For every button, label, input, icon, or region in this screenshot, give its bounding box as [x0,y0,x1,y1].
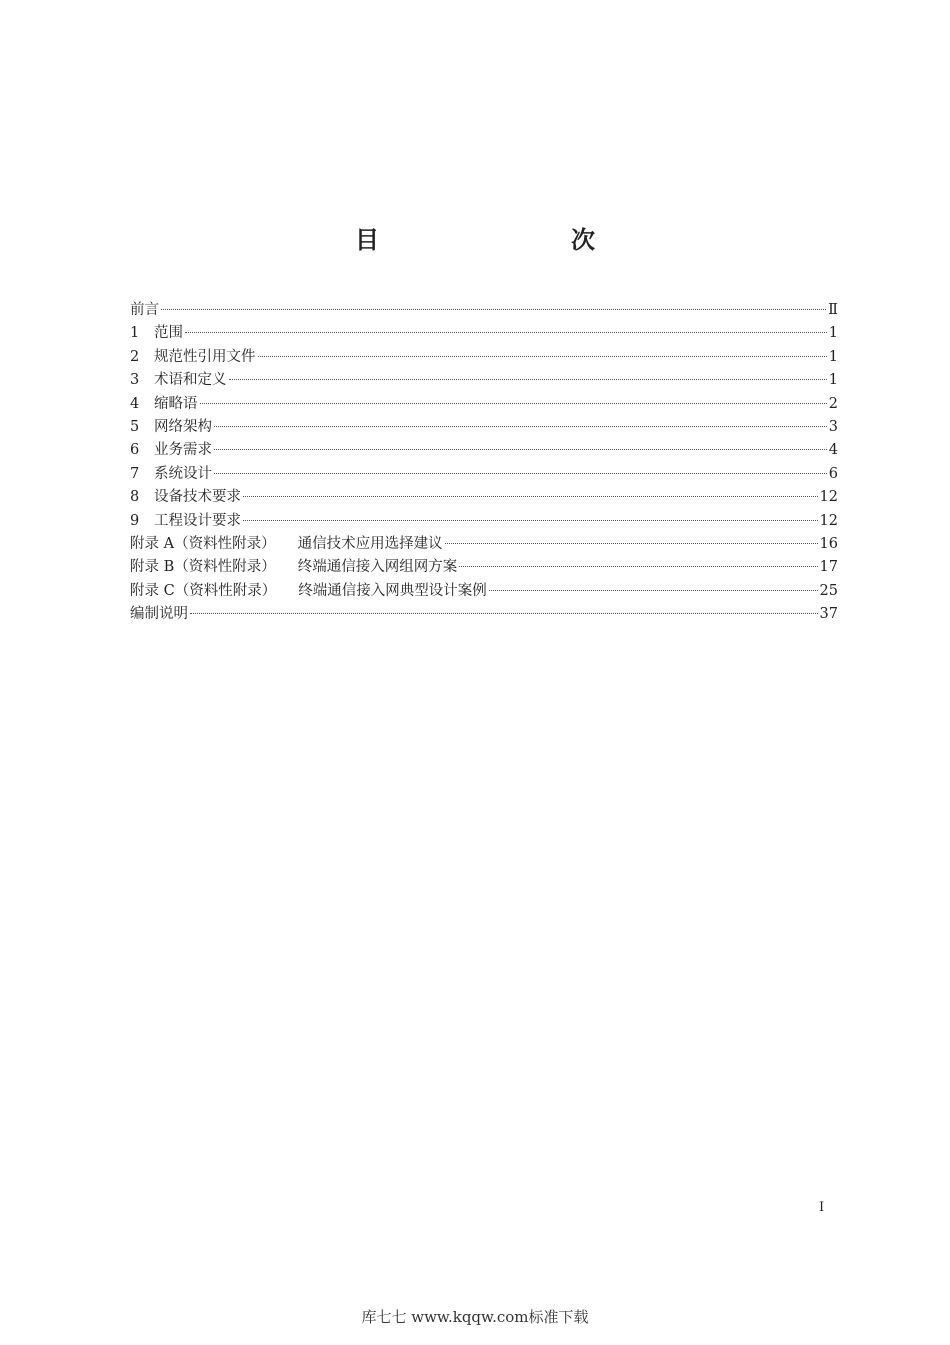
toc-entry-number: 5 [130,418,140,435]
toc-entry-appendix-a[interactable] [130,533,838,556]
toc-entry-page: 37 [819,606,838,623]
toc-entry-page: 1 [828,348,838,365]
toc-entry-compilation-notes[interactable] [130,603,838,626]
toc-entry-label: 附录 B（资料性附录） [130,559,276,576]
toc-entry-page: 1 [828,325,838,342]
toc-entry-label: 系统设计 [154,465,212,482]
toc-entry-label: 设备技术要求 [154,489,241,506]
dot-leader [489,590,818,591]
table-of-contents [130,299,838,626]
toc-entry-label: 网络架构 [154,418,212,435]
toc-entry-8[interactable] [130,486,838,509]
toc-entry-page: 16 [819,535,838,552]
dot-leader [243,520,818,521]
toc-entry-label: 缩略语 [154,395,198,412]
toc-entry-label: 术语和定义 [154,372,227,389]
toc-entry-4[interactable] [130,393,838,416]
dot-leader [214,449,827,450]
toc-entry-number: 4 [130,395,140,412]
toc-entry-page: Ⅱ [828,302,838,318]
dot-leader [214,473,827,474]
toc-entry-7[interactable] [130,463,838,486]
toc-entry-page: 1 [828,372,838,389]
toc-entry-preface[interactable] [130,299,838,322]
toc-entry-label: 前言 [130,302,159,318]
toc-entry-subtitle: 终端通信接入网组网方案 [297,559,458,576]
toc-entry-page: 2 [828,395,838,412]
dot-leader [229,379,827,380]
toc-entry-5[interactable] [130,416,838,439]
dot-leader [243,496,818,497]
dot-leader [190,613,818,614]
toc-entry-3[interactable] [130,369,838,392]
toc-entry-label: 规范性引用文件 [154,348,256,365]
dot-leader [185,332,827,333]
toc-entry-page: 4 [828,442,838,459]
toc-entry-label: 范围 [154,325,183,342]
toc-entry-2[interactable] [130,346,838,369]
toc-entry-9[interactable] [130,510,838,533]
dot-leader [445,543,818,544]
toc-entry-label: 附录 C（资料性附录） [130,582,277,599]
toc-entry-appendix-b[interactable] [130,556,838,579]
toc-entry-page: 6 [828,465,838,482]
toc-entry-number: 3 [130,372,140,389]
toc-entry-page: 12 [819,512,838,529]
toc-entry-appendix-c[interactable] [130,580,838,603]
toc-entry-page: 3 [828,418,838,435]
toc-entry-subtitle: 通信技术应用选择建议 [297,535,443,552]
dot-leader [214,426,827,427]
toc-entry-number: 6 [130,442,140,459]
toc-entry-number: 7 [130,465,140,482]
toc-entry-number: 1 [130,325,140,342]
toc-entry-subtitle: 终端通信接入网典型设计案例 [298,582,487,599]
toc-entry-page: 12 [819,489,838,506]
dot-leader [258,356,827,357]
toc-entry-label: 附录 A（资料性附录） [130,535,276,552]
toc-entry-6[interactable] [130,439,838,462]
toc-entry-page: 17 [819,559,838,576]
toc-entry-label: 编制说明 [130,606,188,623]
toc-entry-1[interactable] [130,322,838,345]
toc-entry-label: 业务需求 [154,442,212,459]
toc-entry-number: 2 [130,348,140,365]
toc-entry-number: 9 [130,512,140,529]
page-number: I [819,1200,825,1215]
toc-entry-page: 25 [819,582,838,599]
dot-leader [459,566,817,567]
dot-leader [161,309,826,310]
toc-entry-label: 工程设计要求 [154,512,241,529]
footer-watermark: 库七七 www.kqqw.com标准下载 [361,1308,589,1326]
toc-entry-number: 8 [130,489,140,506]
dot-leader [200,403,827,404]
page-title: 目 次 [355,226,643,254]
